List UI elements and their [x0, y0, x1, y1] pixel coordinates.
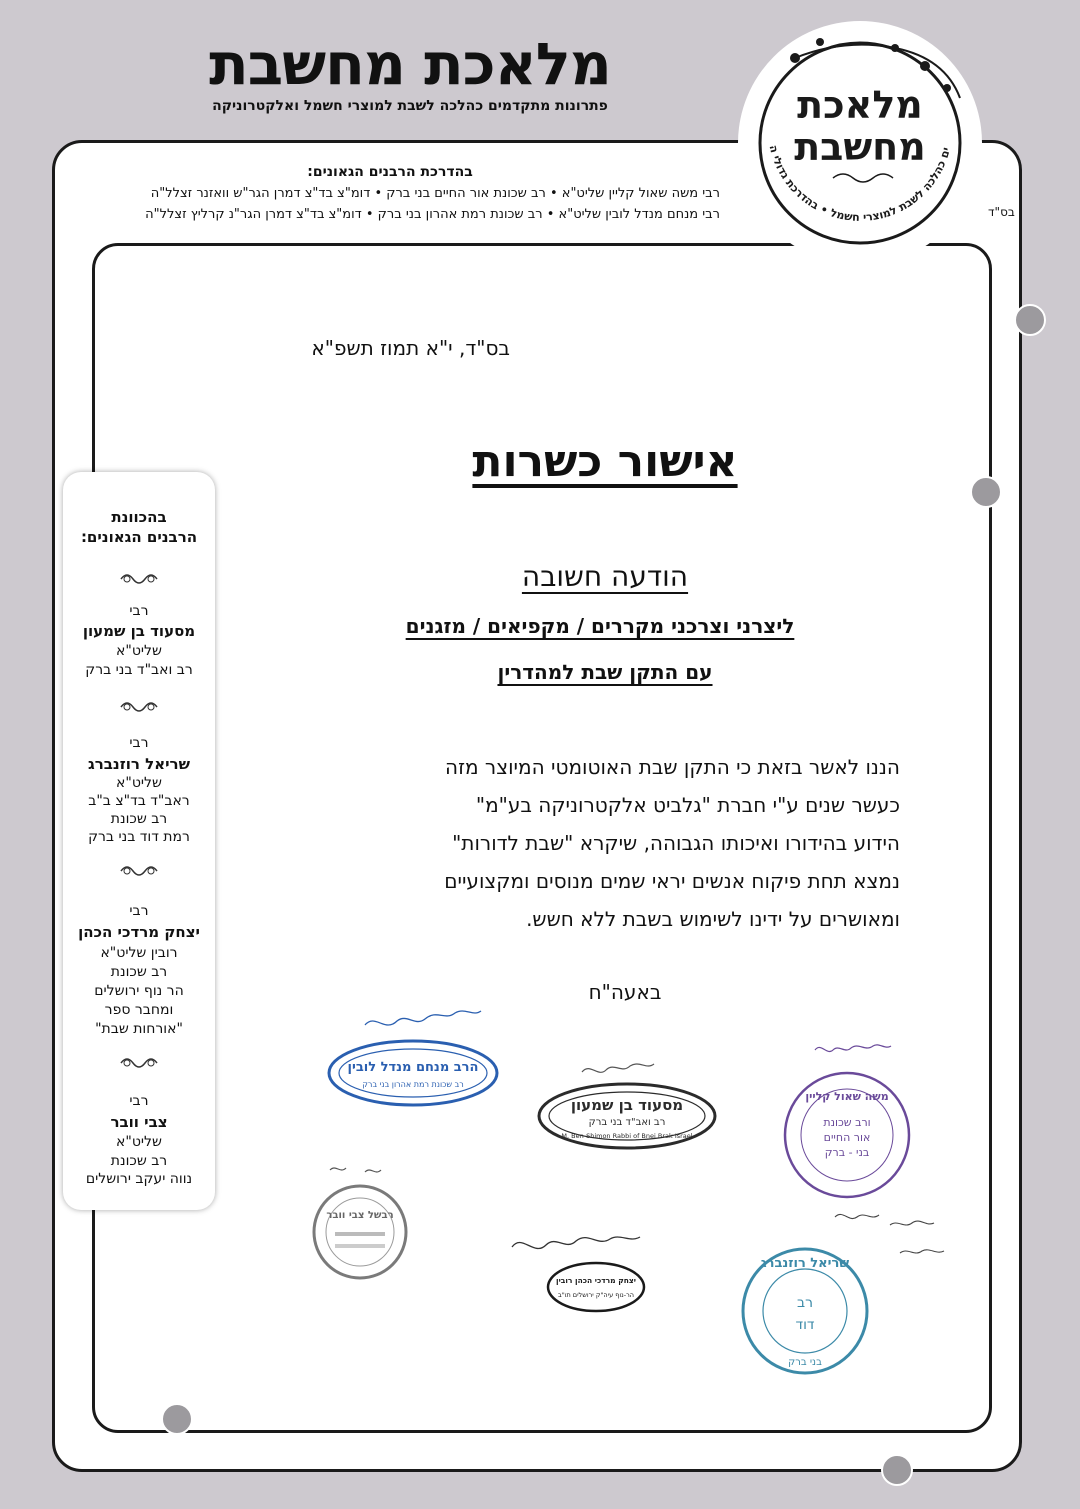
side-rabbi-4-prefix: רבי: [129, 1093, 149, 1109]
side-rabbi-4-line: שליט"א: [116, 1134, 162, 1150]
side-heading-2: הרבנים הגאונים:: [80, 528, 198, 546]
side-rabbi-3-line: ומחבר ספר: [104, 1002, 174, 1018]
stamp-klein-text-1: משה שאול קליין: [805, 1090, 889, 1103]
stamp-klein-text-2: ורב שכונת: [823, 1116, 871, 1129]
seal-title-2: מחשבת: [794, 125, 926, 169]
seal-ring-text: ים כהלכה לשבת למוצרי חשמל • בהדרכת גדולי ה: [766, 143, 953, 224]
decor-dot: [970, 476, 1002, 508]
brand-seal: [735, 18, 985, 268]
rabbis-header: [60, 162, 720, 225]
side-rabbi-2-line: ראב"ד בד"צ ב"ב: [88, 793, 190, 809]
side-rabbi-2-line: רב שכונת: [110, 811, 168, 827]
letter-date: בס"ד, י"א תמוז תשפ"א: [311, 336, 510, 360]
side-rabbi-3-line: "אורחות שבת": [95, 1021, 183, 1037]
decor-dot: [1014, 304, 1046, 336]
stamp-rosenberg: [740, 1205, 970, 1384]
ornament-divider: [119, 572, 159, 586]
side-rabbi-4-line: רב שכונת: [110, 1153, 168, 1169]
stamp-ben-shimon: [532, 1058, 722, 1157]
stamp-rosenberg-text-4: בני ברק: [788, 1357, 822, 1368]
stamp-ben-shimon-text-3: M. Ben-Shimon Rabbi of Bnei Brak Israel: [561, 1132, 693, 1140]
ornament-divider: [119, 700, 159, 714]
body-line: הננו לאשר בזאת כי התקן שבת האוטומטי המיוצר מזה: [445, 755, 900, 779]
letter-closing: באעה"ח: [588, 980, 662, 1004]
stamp-rosenberg-text-2: רב: [797, 1295, 813, 1311]
side-rabbi-3-line: רב שכונת: [110, 964, 168, 980]
stamp-ben-shimon-text-2: רב ואב"ד בני ברק: [588, 1117, 666, 1128]
side-rabbi-3-line: רובין שליט"א: [100, 945, 178, 961]
side-rabbi-3-prefix: רבי: [129, 903, 149, 919]
side-rabbi-4-name: צבי וובר: [110, 1113, 168, 1131]
side-rabbi-1-line: רב ואב"ד בני ברק: [85, 662, 193, 678]
brand-tagline: פתרונות מתקדמים כהלכה לשבת למוצרי חשמל ואלקטרוניקה: [212, 98, 608, 114]
body-line: הידוע בהידורו ואיכותו הגבוהה, שיקרא "שבת לדורות": [452, 831, 900, 855]
side-rabbi-3-name: יצחק מרדכי הכהן: [78, 923, 200, 941]
document-title: אישור כשרות: [472, 436, 738, 487]
stamp-rubin: [500, 1225, 680, 1324]
side-rabbi-1-line: שליט"א: [116, 643, 162, 659]
stamp-rosenberg-text-3: דוד: [795, 1317, 815, 1333]
stamp-lubin-text-1: הרב מנחם מנדל לובין: [347, 1060, 479, 1075]
ornament-divider: [119, 864, 159, 878]
side-column: [63, 472, 215, 1210]
stamp-rosenberg-text-1: שריאל רוזנברג: [760, 1256, 850, 1271]
letter-body: [300, 748, 900, 938]
recipients-line: ליצרני וצרכני מקררים / מקפיאים / מזגנים: [405, 614, 795, 638]
side-rabbi-1-name: מסעוד בן שמעון: [82, 622, 196, 640]
stamp-klein-text-4: בני - ברק: [824, 1146, 870, 1159]
notice-heading: הודעה חשובה: [521, 560, 689, 593]
body-line: נמצא תחת פיקוח אנשים יראי שמים מנוסים ומקצועיים: [444, 869, 900, 893]
body-line: ומאושרים על ידינו לשימוש בשבת ללא חשש.: [526, 907, 900, 931]
decor-dot: [161, 1403, 193, 1435]
bsd-corner: בס"ד: [988, 205, 1015, 219]
product-line: עם התקן שבת למהדרין: [497, 660, 713, 684]
stamp-weber: [305, 1160, 415, 1284]
stamp-weber-text: רבשל צבי וובר: [326, 1210, 394, 1221]
side-rabbi-3-line: הר נוף ירושלים: [94, 983, 184, 999]
stamp-rubin-text-2: הר-נוף עיה"ק ירושלים תו"ב: [557, 1291, 635, 1299]
side-rabbi-4-line: נווה יעקב ירושלים: [85, 1171, 193, 1187]
seal-title-1: מלאכת: [797, 83, 923, 127]
side-rabbi-1-prefix: רבי: [129, 603, 149, 619]
rabbis-header-line-1: רבי משה שאול קליין שליט"א • רב שכונת אור החיים בני ברק • דומ"צ בד"צ דמרן הגר"ש וואזנר זצלל"ה: [150, 186, 720, 201]
rabbis-header-heading: בהדרכת הרבנים הגאונים:: [307, 164, 473, 180]
stamp-klein: [775, 1030, 925, 1204]
rabbis-header-line-2: רבי מנחם מנדל לובין שליט"א • רב שכונת רמת אהרון בני ברק • דומ"צ בד"צ דמרן הגר"נ קרליץ זצלל"ה: [145, 207, 720, 222]
stamp-ben-shimon-text-1: מסעוד בן שמעון: [570, 1096, 684, 1114]
stamp-lubin-text-2: רב שכונת רמת אהרון בני ברק: [362, 1080, 464, 1089]
ornament-divider: [119, 1056, 159, 1070]
side-rabbi-2-prefix: רבי: [129, 735, 149, 751]
brand-title: מלאכת מחשבת: [209, 30, 611, 98]
side-heading-1: בהכוונת: [111, 508, 167, 526]
side-rabbi-2-line: שליט"א: [116, 775, 162, 791]
side-rabbi-2-name: שריאל רוזנברג: [88, 755, 190, 773]
stamp-rubin-text-1: יצחק מרדכי הכהן רובין: [556, 1276, 636, 1285]
stamp-klein-text-3: אור החיים: [823, 1131, 871, 1144]
stamp-lubin: [325, 1005, 505, 1114]
decor-dot: [881, 1454, 913, 1486]
side-rabbi-2-line: רמת דוד בני ברק: [88, 829, 190, 845]
body-line: כעשר שנים ע"י חברת "גלביט אלקטרוניקה בע"מ": [475, 793, 900, 817]
